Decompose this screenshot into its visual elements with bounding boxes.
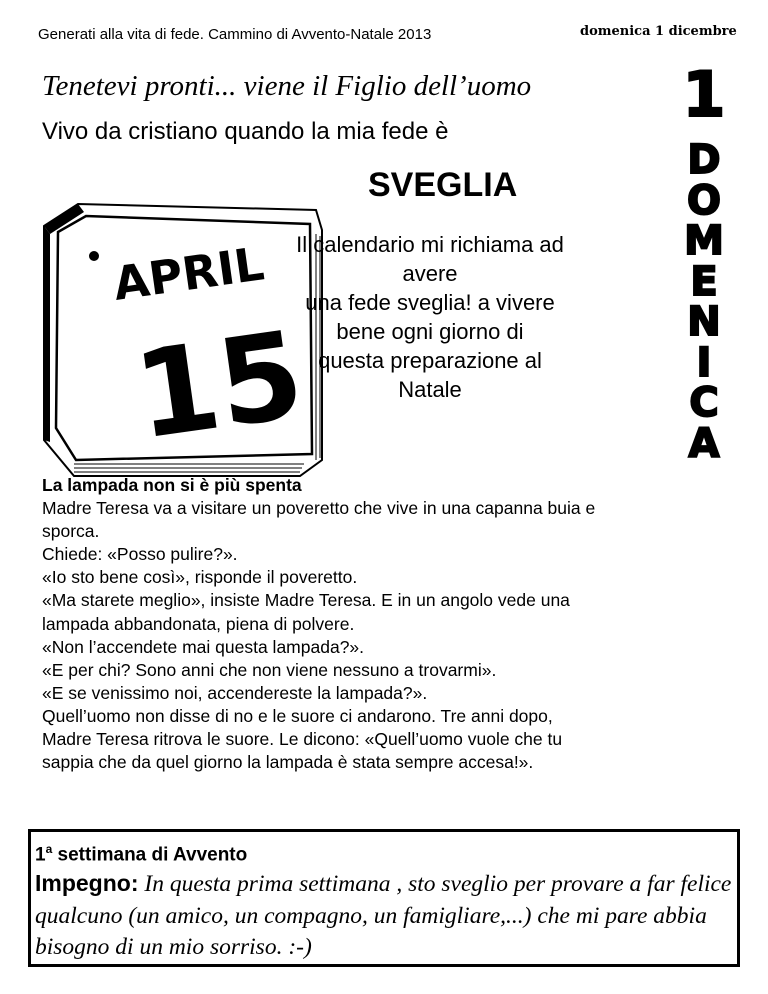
calendar-month: APRIL xyxy=(110,236,268,311)
week-heading xyxy=(35,842,247,866)
commitment-box xyxy=(28,829,740,967)
side-letter: O xyxy=(686,177,721,224)
calendar-caption xyxy=(280,230,580,404)
side-letter: E xyxy=(690,258,718,305)
story-line: sappia che da quel giorno la lampada è stata sempre accesa!». xyxy=(42,752,534,773)
story-line: Quell’uomo non disse di no e le suore ci andarono. Tre anni dopo, xyxy=(42,705,553,726)
story-line: Chiede: «Posso pulire?». xyxy=(42,544,238,565)
calendar-day: 15 xyxy=(126,305,312,467)
story-line: «Io sto bene così», risponde il poveretto. xyxy=(42,567,358,588)
side-letter: I xyxy=(696,339,712,386)
story-line: Madre Teresa va a visitare un poveretto che vive in una capanna buia e xyxy=(42,498,596,519)
story-title: La lampada non si è più spenta xyxy=(42,475,302,495)
story xyxy=(42,474,742,774)
side-letter: N xyxy=(687,299,721,345)
caption-line: avere xyxy=(402,261,458,287)
story-line: «E se venissimo noi, accendereste la lampada?». xyxy=(42,682,428,703)
week-number: 1 xyxy=(35,844,46,866)
side-letter: M xyxy=(684,218,724,264)
caption-line: Il calendario mi richiama ad xyxy=(296,232,564,257)
story-line: sporca. xyxy=(42,521,100,542)
story-line: Madre Teresa ritrova le suore. Le dicono: «Quell’uomo vuole che tu xyxy=(42,729,563,750)
keyword: SVEGLIA xyxy=(368,166,518,204)
side-letter: A xyxy=(688,420,720,467)
side-day-number: 1 xyxy=(682,58,726,131)
story-line: «Ma starete meglio», insiste Madre Teresa. E in un angolo vede una xyxy=(42,590,570,611)
caption-line: Natale xyxy=(398,377,462,403)
header-title: Generati alla vita di fede. Cammino di Avvento-Natale 2013 xyxy=(38,26,432,43)
impegno-label: Impegno: xyxy=(35,870,139,896)
side-weekday xyxy=(672,137,736,467)
impegno-body: In questa prima settimana , sto sveglio per provare a far felice qualcuno (un amico, un compagno, un famigliare,...) che mi pare abbia bisogno di un mio sorriso. :-) xyxy=(35,871,732,960)
side-letter: C xyxy=(689,380,719,426)
side-letter: D xyxy=(687,137,721,183)
commitment-text xyxy=(35,868,735,963)
story-line: lampada abbandonata, piena di polvere. xyxy=(42,613,355,634)
page-title: Tenetevi pronti... viene il Figlio dell’uomo xyxy=(42,70,532,102)
subtitle: Vivo da cristiano quando la mia fede è xyxy=(42,118,449,145)
story-line: «E per chi? Sono anni che non viene nessuno a trovarmi». xyxy=(42,659,497,680)
caption-line: una fede sveglia! a vivere xyxy=(305,290,555,316)
week-superscript: a xyxy=(45,842,53,856)
caption-line: questa preparazione al xyxy=(318,348,542,374)
story-line: «Non l’accendete mai questa lampada?». xyxy=(42,636,365,657)
caption-line: bene ogni giorno di xyxy=(336,319,524,345)
side-vertical-date xyxy=(672,58,736,467)
header-date: domenica 1 dicembre xyxy=(580,24,737,39)
week-text: settimana di Avvento xyxy=(52,844,248,866)
